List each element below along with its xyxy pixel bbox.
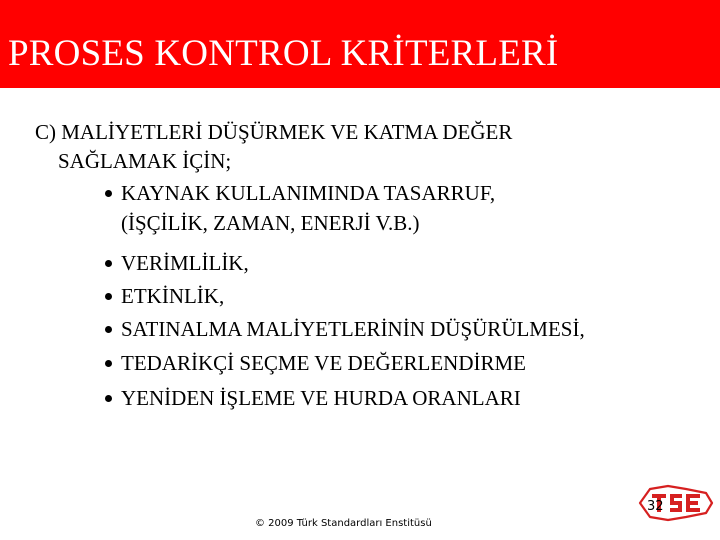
intro-line-2: SAĞLAMAK İÇİN;	[58, 149, 232, 173]
bullet-item	[105, 316, 585, 342]
copyright-footer: © 2009 Türk Standardları Enstitüsü	[255, 518, 432, 529]
bullet-item	[105, 385, 521, 411]
intro-line-1: C) MALİYETLERİ DÜŞÜRMEK VE KATMA DEĞER	[35, 120, 513, 144]
bullet-icon	[105, 190, 112, 197]
slide-title: PROSES KONTROL KRİTERLERİ	[8, 33, 559, 74]
bullet-item	[105, 180, 495, 206]
bullet-item	[105, 250, 249, 276]
bullet-icon	[105, 293, 112, 300]
bullet-item	[105, 350, 526, 376]
bullet-text: KAYNAK KULLANIMINDA TASARRUF,	[121, 181, 496, 205]
bullet-icon	[105, 360, 112, 367]
bullet-icon	[105, 326, 112, 333]
bullet-text: YENİDEN İŞLEME VE HURDA ORANLARI	[121, 386, 521, 410]
bullet-icon	[105, 260, 112, 267]
bullet-text: TEDARİKÇİ SEÇME VE DEĞERLENDİRME	[121, 351, 527, 375]
bullet-icon	[105, 395, 112, 402]
bullet-text: VERİMLİLİK,	[121, 251, 249, 275]
page-number: 32	[647, 499, 664, 514]
bullet-continuation: (İŞÇİLİK, ZAMAN, ENERJİ V.B.)	[121, 211, 420, 235]
bullet-item	[105, 283, 224, 309]
bullet-text: SATINALMA MALİYETLERİNİN DÜŞÜRÜLMESİ,	[121, 317, 585, 341]
bullet-text: ETKİNLİK,	[121, 284, 225, 308]
